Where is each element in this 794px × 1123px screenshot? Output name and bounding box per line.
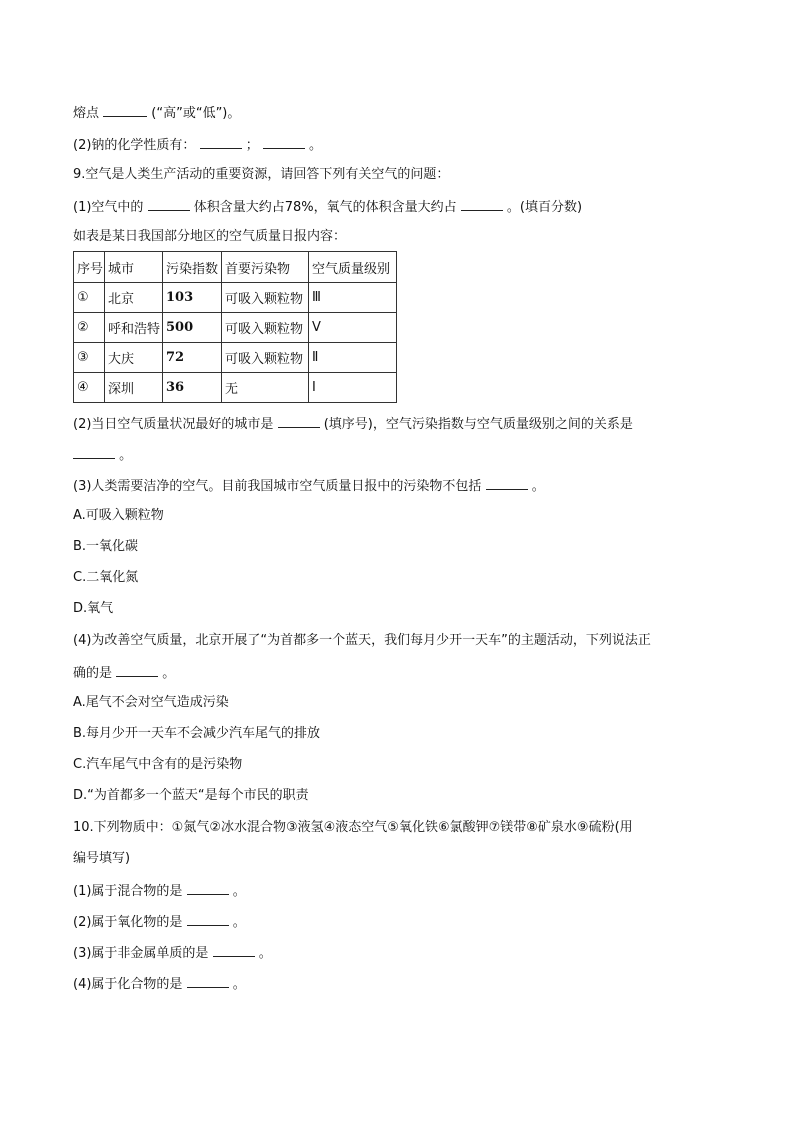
question-10-part-4 xyxy=(73,974,246,994)
question-9-part-3 xyxy=(73,476,545,496)
text: 。 xyxy=(309,138,323,153)
question-10-part-3 xyxy=(73,943,272,963)
text: (1)空气中的 xyxy=(73,200,144,215)
option-b[interactable]: B.每月少开一天车不会减少汽车尾气的排放 xyxy=(73,726,321,741)
table-row xyxy=(74,373,397,403)
text: 。(填百分数) xyxy=(506,200,583,215)
table-cell: 北京 xyxy=(105,283,163,313)
option-a[interactable]: A.尾气不会对空气造成污染 xyxy=(73,695,229,710)
option-d[interactable]: D.氧气 xyxy=(73,601,114,616)
table-cell: ④ xyxy=(74,373,105,403)
table-cell: Ⅲ xyxy=(309,283,397,313)
answer-blank[interactable] xyxy=(486,476,528,490)
answer-blank[interactable] xyxy=(187,912,229,926)
text: (1)属于混合物的是 xyxy=(73,884,183,899)
question-10-part-2 xyxy=(73,912,246,932)
text: 。 xyxy=(232,977,246,992)
answer-blank[interactable] xyxy=(461,197,503,211)
question-10-part-1 xyxy=(73,881,246,901)
table-cell: ② xyxy=(74,313,105,343)
text: (4)属于化合物的是 xyxy=(73,977,183,992)
option-c[interactable]: C.二氧化氮 xyxy=(73,570,139,585)
table-cell: 深圳 xyxy=(105,373,163,403)
text: 。 xyxy=(232,915,246,930)
text: ； xyxy=(245,138,259,153)
text: (2)当日空气质量状况最好的城市是 xyxy=(73,417,274,432)
answer-blank[interactable] xyxy=(187,881,229,895)
table-cell: ① xyxy=(74,283,105,313)
text: 。 xyxy=(258,946,272,961)
option-b[interactable]: B.一氧化碳 xyxy=(73,539,139,554)
text: (2)钠的化学性质有： xyxy=(73,138,196,153)
table-header-cell: 首要污染物 xyxy=(222,252,309,283)
text: (填序号)，空气污染指数与空气质量级别之间的关系是 xyxy=(323,417,633,432)
text: (3)人类需要洁净的空气。目前我国城市空气质量日报中的污染物不包括 xyxy=(73,479,482,494)
option-c[interactable]: C.汽车尾气中含有的是污染物 xyxy=(73,757,243,772)
table-cell: 可吸入颗粒物 xyxy=(222,343,309,373)
text: 体积含量大约占78%，氧气的体积含量大约占 xyxy=(193,200,457,215)
question-9-part-1 xyxy=(73,197,582,217)
text: (2)属于氧化物的是 xyxy=(73,915,183,930)
table-cell: 无 xyxy=(222,373,309,403)
answer-blank[interactable] xyxy=(278,414,320,428)
answer-blank[interactable] xyxy=(73,445,115,459)
text: (“高”或“低”)。 xyxy=(151,106,241,121)
answer-blank[interactable] xyxy=(116,663,158,677)
table-cell: 大庆 xyxy=(105,343,163,373)
table-cell: 72 xyxy=(163,343,222,373)
text: 。 xyxy=(531,479,545,494)
table-cell: Ⅰ xyxy=(309,373,397,403)
table-cell: ③ xyxy=(74,343,105,373)
table-cell: 可吸入颗粒物 xyxy=(222,283,309,313)
answer-blank[interactable] xyxy=(213,943,255,957)
question-9-stem: 9.空气是人类生产活动的重要资源，请回答下列有关空气的问题： xyxy=(73,167,450,182)
text: 熔点 xyxy=(73,106,100,121)
text: 。 xyxy=(119,448,133,463)
option-a[interactable]: A.可吸入颗粒物 xyxy=(73,508,164,523)
table-row xyxy=(74,283,397,313)
text: 。 xyxy=(232,884,246,899)
question-10-stem: 10.下列物质中：①氮气②冰水混合物③液氢④液态空气⑤氧化铁⑥氯酸钾⑦镁带⑧矿泉水⑨硫粉(用 xyxy=(73,820,633,835)
table-cell: 36 xyxy=(163,373,222,403)
question-10-stem-cont: 编号填写) xyxy=(73,851,131,866)
line-melting-point xyxy=(73,103,240,123)
table-cell: Ⅱ xyxy=(309,343,397,373)
table-row xyxy=(74,313,397,343)
option-d[interactable]: D.“为首都多一个蓝天“是每个市民的职责 xyxy=(73,788,309,803)
table-intro: 如表是某日我国部分地区的空气质量日报内容： xyxy=(73,229,347,244)
table-header-cell: 序号 xyxy=(74,252,105,283)
question-9-part-2-cont xyxy=(73,445,132,465)
text: 。 xyxy=(162,666,176,681)
table-cell: 103 xyxy=(163,283,222,313)
table-cell: 呼和浩特 xyxy=(105,313,163,343)
table-row xyxy=(74,343,397,373)
air-quality-table xyxy=(73,251,397,403)
answer-blank[interactable] xyxy=(200,135,242,149)
answer-blank[interactable] xyxy=(187,974,229,988)
question-9-part-4-cont xyxy=(73,663,175,683)
table-header-cell: 城市 xyxy=(105,252,163,283)
table-cell: 500 xyxy=(163,313,222,343)
answer-blank[interactable] xyxy=(263,135,305,149)
table-cell: 可吸入颗粒物 xyxy=(222,313,309,343)
question-9-part-4: (4)为改善空气质量，北京开展了“为首都多一个蓝天，我们每月少开一天车”的主题活动，下列说法正 xyxy=(73,633,651,648)
table-header-cell: 空气质量级别 xyxy=(309,252,397,283)
text: 确的是 xyxy=(73,666,113,681)
answer-blank[interactable] xyxy=(103,103,147,117)
answer-blank[interactable] xyxy=(148,197,190,211)
text: (3)属于非金属单质的是 xyxy=(73,946,209,961)
table-header-row xyxy=(74,252,397,283)
question-9-part-2 xyxy=(73,414,633,434)
line-sodium-chemical xyxy=(73,135,322,155)
table-cell: Ⅴ xyxy=(309,313,397,343)
table-header-cell: 污染指数 xyxy=(163,252,222,283)
